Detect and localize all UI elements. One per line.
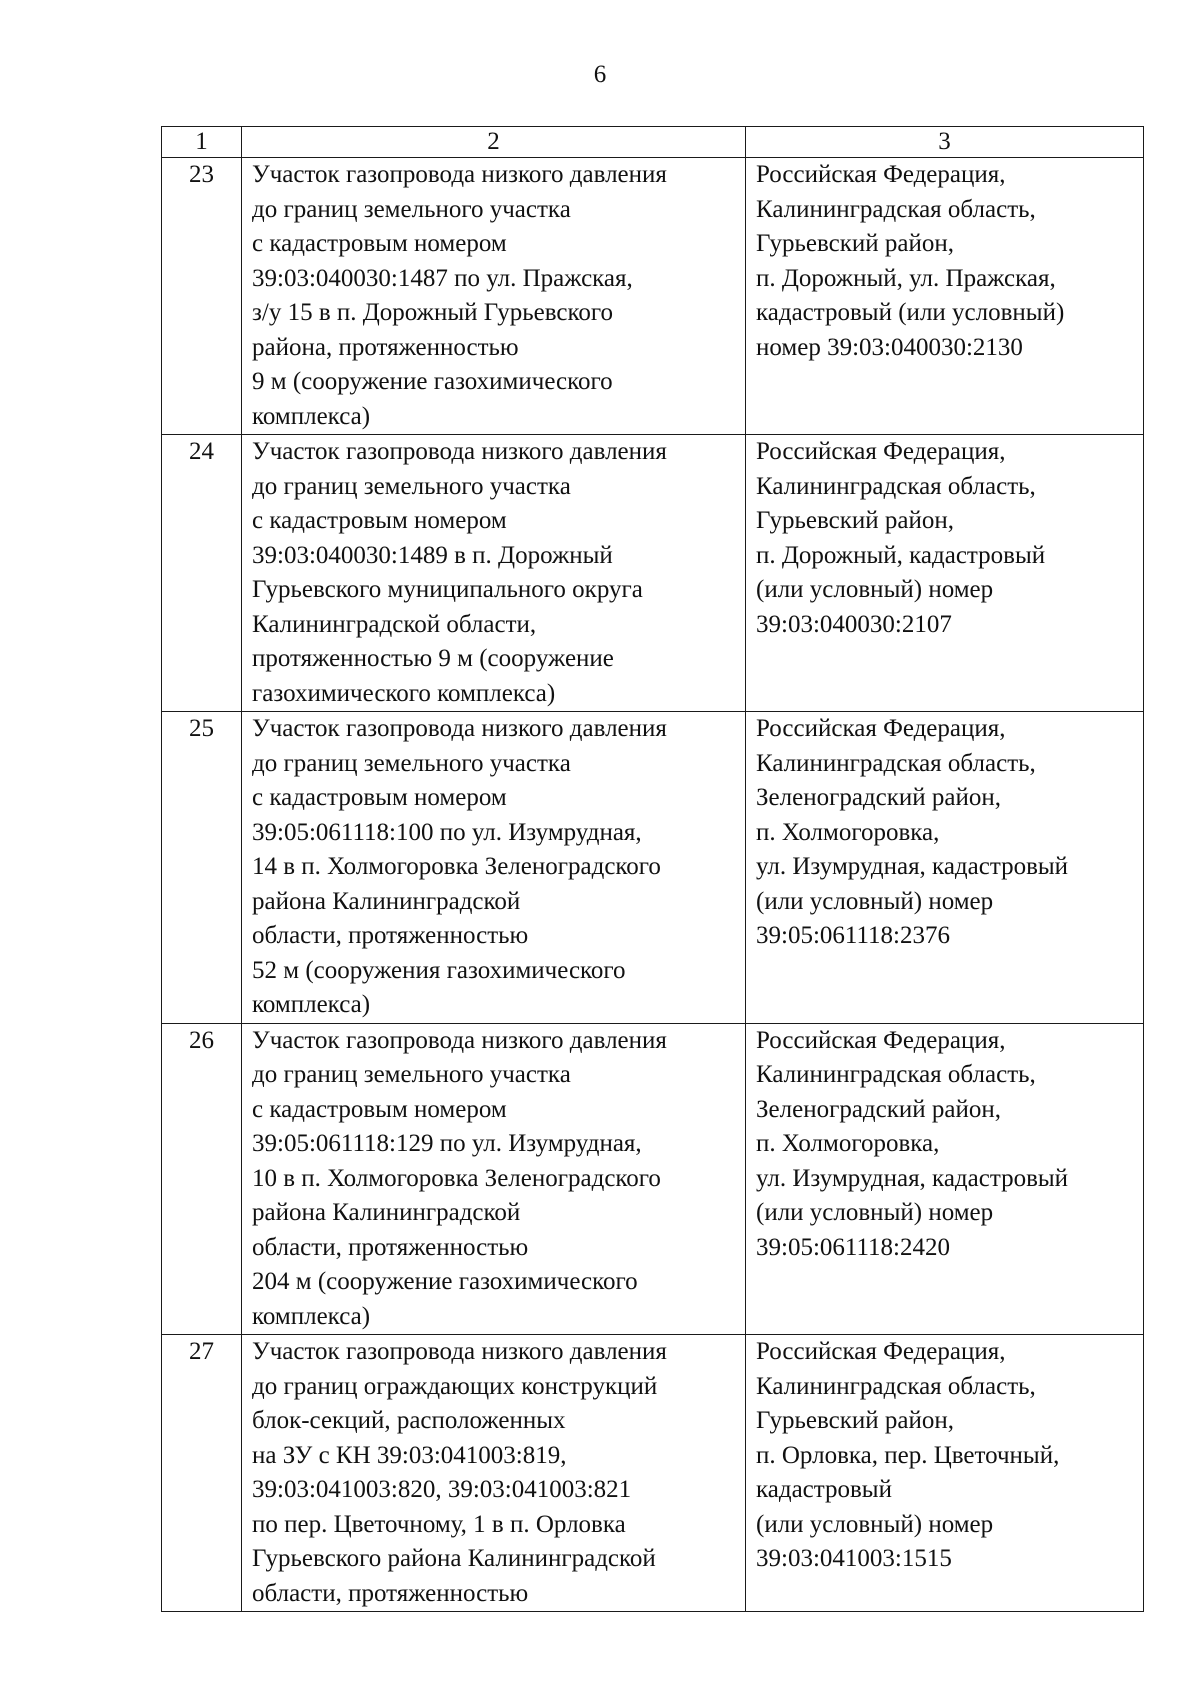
table-row <box>162 435 1144 712</box>
row-number: 27 <box>162 1335 242 1612</box>
table-row <box>162 158 1144 435</box>
location-line: Калининградская область, <box>756 472 1036 500</box>
location-line: (или условный) номер <box>756 887 994 915</box>
object-description <box>242 712 746 1024</box>
object-location <box>746 712 1144 1024</box>
description-line: до границ земельного участка <box>252 1061 571 1088</box>
description-line: 10 в п. Холмогоровка Зеленоградского <box>252 1164 661 1192</box>
location-line: Зеленоградский район, <box>756 784 1001 811</box>
description-line: Гурьевского муниципального округа <box>252 576 643 603</box>
description-line: района Калининградской <box>252 1199 521 1226</box>
object-location <box>746 158 1144 435</box>
page-number: 6 <box>593 61 607 88</box>
description-line: области, протяженностью <box>252 922 529 949</box>
description-line: области, протяженностью <box>252 1579 529 1607</box>
location-line: п. Орловка, пер. Цветочный, <box>756 1441 1060 1469</box>
description-line: 9 м (сооружение газохимического <box>252 368 613 395</box>
row-number: 23 <box>162 158 242 435</box>
description-line: 14 в п. Холмогоровка Зеленоградского <box>252 853 661 880</box>
table-row <box>162 1335 1144 1612</box>
objects-table <box>161 126 1144 1612</box>
location-line: кадастровый (или условный) <box>756 299 1065 326</box>
location-line: Российская Федерация, <box>756 1026 1006 1054</box>
description-line: Участок газопровода низкого давления <box>252 1026 667 1054</box>
location-line: 39:05:061118:2420 <box>756 1233 950 1261</box>
object-location <box>746 435 1144 712</box>
description-line: Участок газопровода низкого давления <box>252 161 667 188</box>
object-description <box>242 158 746 435</box>
location-line: ул. Изумрудная, кадастровый <box>756 1164 1069 1192</box>
description-line: района, протяженностью <box>252 333 519 361</box>
object-description <box>242 1023 746 1335</box>
location-line: Калининградская область, <box>756 195 1036 223</box>
location-line: кадастровый <box>756 1476 892 1503</box>
description-line: с кадастровым номером <box>252 1095 507 1123</box>
location-line: Российская Федерация, <box>756 715 1006 742</box>
description-line: Участок газопровода низкого давления <box>252 1338 667 1365</box>
location-line: 39:03:040030:2107 <box>756 610 952 638</box>
description-line: до границ земельного участка <box>252 195 571 223</box>
object-description <box>242 1335 746 1612</box>
location-line: номер 39:03:040030:2130 <box>756 333 1023 361</box>
location-line: п. Дорожный, ул. Пражская, <box>756 264 1056 292</box>
description-line: газохимического комплекса) <box>252 679 556 707</box>
table-row <box>162 712 1144 1024</box>
description-line: до границ ограждающих конструкций <box>252 1372 658 1400</box>
description-line: с кадастровым номером <box>252 230 507 257</box>
location-line: Гурьевский район, <box>756 507 955 534</box>
row-number: 25 <box>162 712 242 1024</box>
column-header-number: 1 <box>162 127 242 158</box>
description-line: 39:03:040030:1487 по ул. Пражская, <box>252 264 633 292</box>
description-line: Калининградской области, <box>252 610 537 638</box>
description-line: комплекса) <box>252 402 371 430</box>
description-line: района Калининградской <box>252 887 521 915</box>
description-line: 39:03:040030:1489 в п. Дорожный <box>252 541 613 569</box>
description-line: з/у 15 в п. Дорожный Гурьевского <box>252 299 614 326</box>
location-line: ул. Изумрудная, кадастровый <box>756 853 1069 880</box>
location-line: п. Дорожный, кадастровый <box>756 541 1046 569</box>
location-line: Российская Федерация, <box>756 1338 1006 1365</box>
description-line: блок-секций, расположенных <box>252 1407 566 1434</box>
description-line: до границ земельного участка <box>252 749 571 777</box>
location-line: Гурьевский район, <box>756 230 955 257</box>
location-line: п. Холмогоровка, <box>756 818 940 846</box>
location-line: (или условный) номер <box>756 576 994 603</box>
location-line: 39:05:061118:2376 <box>756 922 950 949</box>
column-header-description: 2 <box>242 127 746 158</box>
description-line: с кадастровым номером <box>252 784 507 811</box>
table-row <box>162 1023 1144 1335</box>
row-number: 26 <box>162 1023 242 1335</box>
description-line: 39:03:041003:820, 39:03:041003:821 <box>252 1476 632 1503</box>
location-line: Российская Федерация, <box>756 438 1006 465</box>
row-number: 24 <box>162 435 242 712</box>
column-header-location: 3 <box>746 127 1144 158</box>
description-line: комплекса) <box>252 991 371 1018</box>
location-line: Калининградская область, <box>756 1061 1036 1088</box>
object-location <box>746 1335 1144 1612</box>
location-line: 39:03:041003:1515 <box>756 1545 952 1572</box>
location-line: Гурьевский район, <box>756 1407 955 1434</box>
description-line: с кадастровым номером <box>252 507 507 534</box>
description-line: комплекса) <box>252 1302 371 1330</box>
location-line: (или условный) номер <box>756 1510 994 1538</box>
description-line: 52 м (сооружения газохимического <box>252 956 626 984</box>
location-line: п. Холмогоровка, <box>756 1130 940 1157</box>
location-line: Российская Федерация, <box>756 161 1006 188</box>
description-line: по пер. Цветочному, 1 в п. Орловка <box>252 1510 626 1538</box>
object-description <box>242 435 746 712</box>
description-line: на ЗУ с КН 39:03:041003:819, <box>252 1441 567 1469</box>
table-header-row <box>162 127 1144 158</box>
description-line: области, протяженностью <box>252 1233 529 1261</box>
description-line: 39:05:061118:100 по ул. Изумрудная, <box>252 818 642 846</box>
description-line: 39:05:061118:129 по ул. Изумрудная, <box>252 1130 642 1157</box>
description-line: Участок газопровода низкого давления <box>252 715 667 742</box>
location-line: Калининградская область, <box>756 749 1036 777</box>
description-line: 204 м (сооружение газохимического <box>252 1268 638 1295</box>
description-line: Участок газопровода низкого давления <box>252 438 667 465</box>
description-line: до границ земельного участка <box>252 472 571 500</box>
table-body <box>162 158 1144 1612</box>
description-line: протяженностью 9 м (сооружение <box>252 645 614 672</box>
location-line: (или условный) номер <box>756 1199 994 1226</box>
description-line: Гурьевского района Калининградской <box>252 1545 656 1572</box>
object-location <box>746 1023 1144 1335</box>
location-line: Калининградская область, <box>756 1372 1036 1400</box>
location-line: Зеленоградский район, <box>756 1095 1001 1123</box>
